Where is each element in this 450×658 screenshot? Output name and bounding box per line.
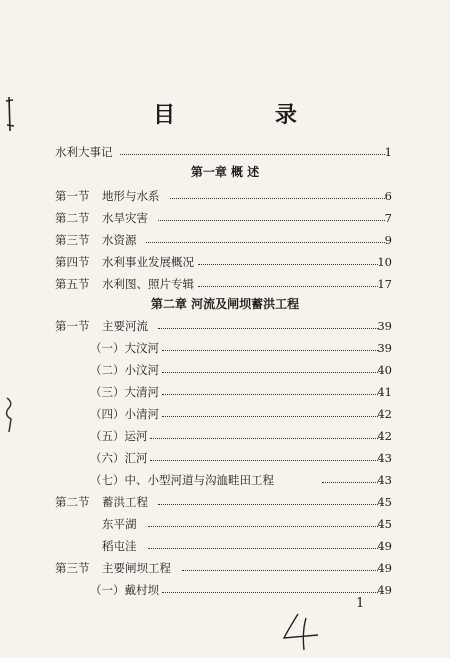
entry-text: 水资源: [102, 233, 137, 247]
entry-page: 42: [377, 407, 392, 421]
toc-entry: [0, 142, 450, 162]
entry-text: 东平湖: [102, 517, 137, 531]
entry-text: 地形与水系: [102, 189, 160, 203]
entry-text: （三）大清河: [90, 385, 159, 399]
entry-text: （六）汇河: [90, 451, 148, 465]
toc-entry: [0, 252, 450, 272]
entry-text: 主要河流: [102, 319, 148, 333]
entry-page: 10: [377, 255, 392, 269]
toc-entry: [0, 558, 450, 578]
leader-dots: [158, 316, 378, 329]
entry-page: 6: [384, 189, 392, 203]
entry-page: 17: [377, 277, 392, 291]
entry-text: （一）戴村坝: [90, 583, 159, 597]
chapter-heading: 第一章 概 述: [190, 165, 260, 179]
section-label: 第三节: [55, 233, 90, 247]
toc-entry: [0, 360, 450, 380]
entry-page: 39: [377, 341, 392, 355]
section-label: 第五节: [55, 277, 90, 291]
entry-text: （四）小清河: [90, 407, 159, 421]
section-label: 第三节: [55, 561, 90, 575]
toc-entry: [0, 514, 450, 534]
toc-entry: [0, 316, 450, 336]
toc-entry: [0, 186, 450, 206]
entry-text: （五）运河: [90, 429, 148, 443]
entry-text: （二）小汶河: [90, 363, 159, 377]
toc-entry: [0, 274, 450, 294]
leader-dots: [162, 404, 378, 417]
leader-dots: [322, 470, 378, 483]
toc-entry: [0, 382, 450, 402]
entry-page: 49: [377, 583, 392, 597]
section-label: 第一节: [55, 319, 90, 333]
leader-dots: [162, 360, 378, 373]
entry-text: （七）中、小型河道与沟洫畦田工程: [90, 473, 274, 487]
leader-dots: [198, 274, 378, 287]
page-number: 1: [356, 596, 365, 611]
entry-page: 49: [377, 561, 392, 575]
toc-entry: [0, 426, 450, 446]
entry-text: 稻屯洼: [102, 539, 137, 553]
toc-entry: [0, 230, 450, 250]
entry-page: 1: [384, 145, 392, 159]
page-title: 目 录: [153, 102, 343, 128]
leader-dots: [150, 448, 378, 461]
entry-page: 41: [377, 385, 392, 399]
chapter-heading: 第二章 河流及闸坝蓄洪工程: [150, 297, 300, 311]
leader-dots: [198, 252, 378, 265]
entry-text: 水旱灾害: [102, 211, 148, 225]
section-label: 第二节: [55, 495, 90, 509]
leader-dots: [162, 382, 378, 395]
toc-entry: [0, 338, 450, 358]
entry-page: 9: [384, 233, 392, 247]
toc-entry: [0, 404, 450, 424]
entry-text: 蓄洪工程: [102, 495, 148, 509]
section-label: 第四节: [55, 255, 90, 269]
leader-dots: [120, 142, 385, 155]
entry-page: 42: [377, 429, 392, 443]
toc-entry: [0, 448, 450, 468]
toc-entry: [0, 470, 450, 490]
entry-text: （一）大汶河: [90, 341, 159, 355]
leader-dots: [162, 338, 378, 351]
leader-dots: [182, 558, 378, 571]
leader-dots: [158, 208, 385, 221]
section-label: 第一节: [55, 189, 90, 203]
toc-entry: [0, 580, 450, 600]
entry-page: 49: [377, 539, 392, 553]
leader-dots: [150, 426, 378, 439]
handwritten-annotation: [278, 610, 326, 658]
entry-page: 40: [377, 363, 392, 377]
entry-text: 水利大事记: [55, 145, 113, 159]
entry-text: 水利图、照片专辑: [102, 277, 194, 291]
leader-dots: [148, 536, 378, 549]
entry-page: 7: [384, 211, 392, 225]
toc-entry: [0, 208, 450, 228]
entry-text: 水利事业发展概况: [102, 255, 194, 269]
leader-dots: [162, 580, 378, 593]
entry-text: 主要闸坝工程: [102, 561, 171, 575]
entry-page: 45: [377, 517, 392, 531]
leader-dots: [148, 514, 378, 527]
entry-page: 43: [377, 451, 392, 465]
entry-page: 43: [377, 473, 392, 487]
leader-dots: [146, 230, 385, 243]
handwritten-four-icon: [278, 610, 326, 654]
entry-page: 39: [377, 319, 392, 333]
leader-dots: [158, 492, 378, 505]
toc-entry: [0, 536, 450, 556]
section-label: 第二节: [55, 211, 90, 225]
entry-page: 45: [377, 495, 392, 509]
leader-dots: [170, 186, 385, 199]
toc-entry: [0, 492, 450, 512]
